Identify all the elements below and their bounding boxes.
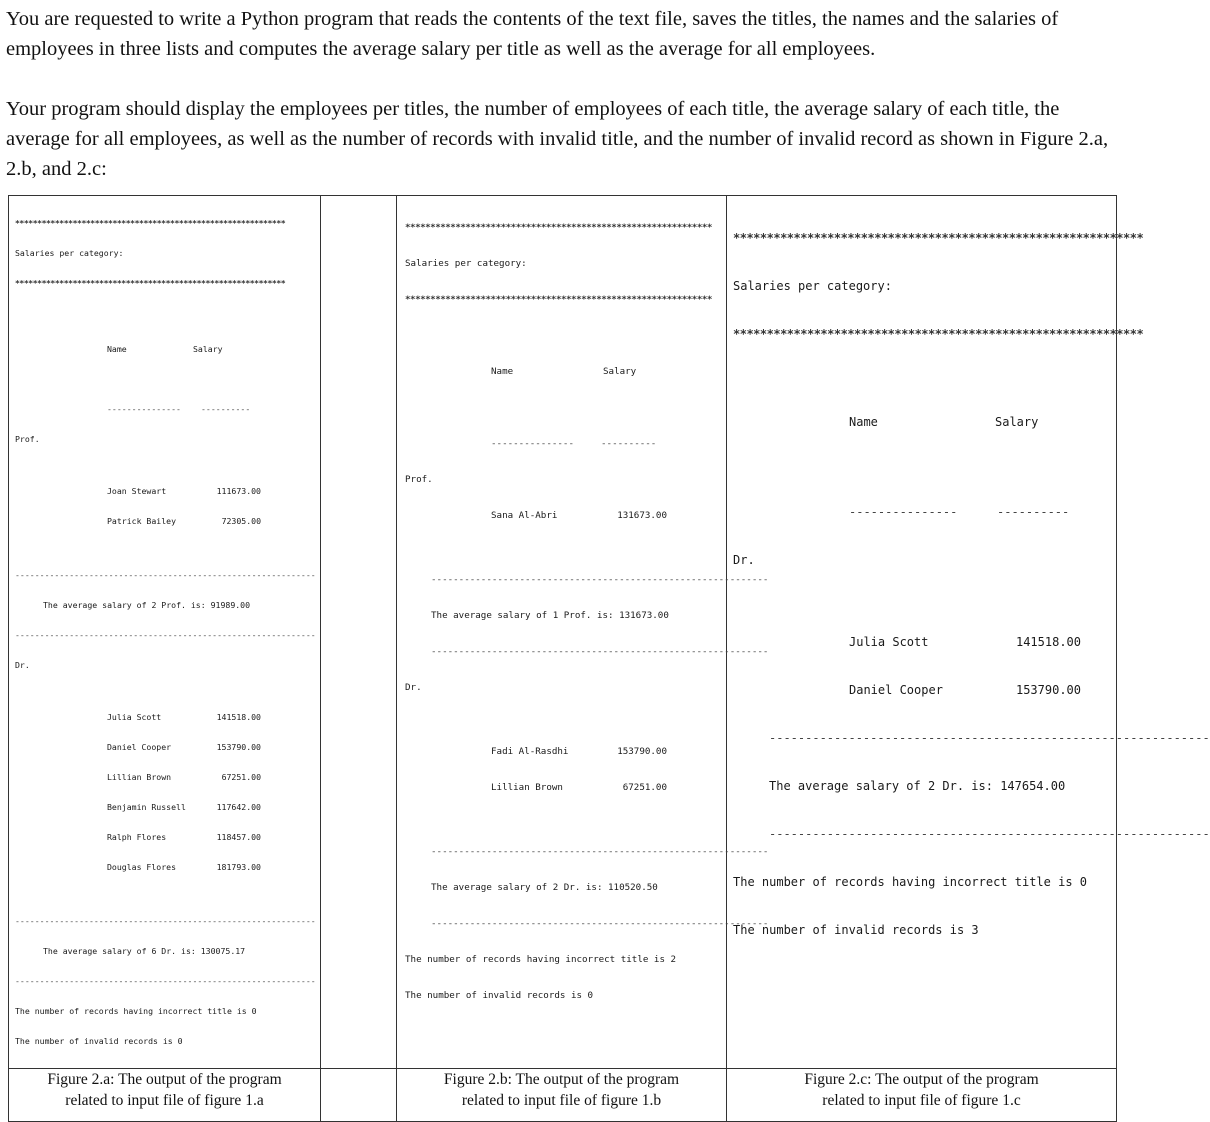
intro-paragraph-1: You are requested to write a Python program that reads the contents of the text file, saves the titles, the names and the salaries of employees in three lists and computes the average salary per title as well as the average for all employees. [6,8,1059,60]
employee-name: Ralph Flores [107,832,167,842]
employee-name: Fadi Al-Rasdhi [491,746,569,757]
table-row [15,486,314,496]
group-title: Dr. [15,660,30,670]
employee-name: Julia Scott [849,635,929,649]
caption-line-2: related to input file of figure 1.c [822,1092,1021,1109]
separator-line: ------------------------------------------------------------- [431,918,769,929]
employee-salary: 153790.00 [1015,683,1081,697]
figure-gap-cell [321,196,397,1069]
employee-salary: 153790.00 [617,746,667,757]
stars-line: ************************************************************* [405,294,712,305]
intro-paragraph-2: Your program should display the employees per titles, the number of employees of each title, the average salary of each title, the average for all employees, as well as the number of records with invalid title, and the number of invalid record as shown in Figure 2.a, 2.b, and 2.c: [6,98,1109,180]
employee-name: Julia Scott [107,712,162,722]
average-line: The average salary of 1 Prof. is: 131673.00 [431,610,669,621]
table-row [15,712,314,722]
separator-line: ------------------------------------------------------------- [431,846,769,857]
employee-salary: 118457.00 [216,832,261,842]
figure-c-output [727,196,1210,1069]
table-row [15,772,314,782]
invalid-records-count: The number of invalid records is 3 [733,923,979,937]
caption-line-2: related to input file of figure 1.b [461,1092,662,1109]
table-row [15,802,314,812]
column-headers [15,344,314,354]
invalid-records-count: The number of invalid records is 0 [15,1036,183,1046]
terminal-output-c [727,196,1210,972]
employee-salary: 117642.00 [216,802,261,812]
column-headers [405,366,718,378]
employee-salary: 67251.00 [221,772,261,782]
table-row [405,782,718,794]
salary-column-header: Salary [193,344,223,354]
salaries-header: Salaries per category: [405,258,527,269]
separator-line: ------------------------------------------------------------- [15,630,316,640]
group-title: Dr. [733,553,755,567]
employee-salary: 67251.00 [622,782,667,793]
table-row [15,832,314,842]
table-row [733,682,1110,698]
employee-name: Sana Al-Abri [491,510,558,521]
table-row [15,862,314,872]
employee-name: Lillian Brown [107,772,172,782]
table-row [405,746,718,758]
incorrect-title-count: The number of records having incorrect title is 0 [15,1006,257,1016]
separator-line: ------------------------------------------------------------- [15,916,316,926]
stars-line: ************************************************************* [733,327,1144,341]
name-column-header: Name [107,344,127,354]
employee-name: Daniel Cooper [107,742,172,752]
caption-gap-cell [321,1069,397,1122]
caption-line-1: Figure 2.b: The output of the program [443,1071,680,1088]
employee-salary: 141518.00 [216,712,261,722]
figure-a-output [9,196,321,1069]
figure-a-caption [9,1069,321,1122]
incorrect-title-count: The number of records having incorrect title is 2 [405,954,677,965]
stars-line: ************************************************************* [15,278,286,288]
table-row [733,634,1110,650]
terminal-output-a [9,196,320,1068]
separator-line: ------------------------------------------------------------- [769,731,1210,745]
separator-line: ------------------------------------------------------------- [431,574,769,585]
name-column-header: Name [491,366,514,377]
salary-column-header: Salary [995,415,1039,429]
name-column-header: Name [849,415,878,429]
employee-salary: 141518.00 [1015,635,1081,649]
employee-salary: 181793.00 [216,862,261,872]
salaries-header: Salaries per category: [15,248,124,258]
employee-name: Patrick Bailey [107,516,177,526]
salary-column-header: Salary [603,366,637,377]
employee-name: Joan Stewart [107,486,167,496]
average-line: The average salary of 2 Dr. is: 147654.00 [769,779,1066,793]
separator-line: ------------------------------------------------------------- [769,827,1210,841]
table-row [15,742,314,752]
average-line: The average salary of 2 Prof. is: 91989.00 [43,600,251,610]
incorrect-title-count: The number of records having incorrect title is 0 [733,875,1088,889]
column-underline: --------------- ---------- [849,505,1070,519]
employee-name: Douglas Flores [107,862,177,872]
column-underline: --------------- ---------- [107,404,251,414]
figures-table [8,195,1210,1122]
caption-line-1: Figure 2.a: The output of the program [47,1071,282,1088]
column-underline: --------------- ---------- [491,438,657,449]
average-line: The average salary of 2 Dr. is: 110520.50 [431,882,658,893]
table-row [405,510,718,522]
figure-b-output [397,196,769,1069]
group-title: Prof. [15,434,40,444]
employee-salary: 153790.00 [216,742,261,752]
employee-salary: 111673.00 [216,486,261,496]
group-title: Dr. [405,682,422,693]
stars-line: ************************************************************* [405,222,712,233]
table-row [15,516,314,526]
employee-salary: 72305.00 [221,516,261,526]
figure-b-caption [397,1069,727,1122]
employee-name: Benjamin Russell [107,802,186,812]
stars-line: ************************************************************* [733,231,1144,245]
stars-line: ************************************************************* [15,218,286,228]
column-headers [733,414,1110,430]
terminal-output-b [397,196,769,1028]
caption-line-1: Figure 2.c: The output of the program [804,1071,1039,1088]
salaries-header: Salaries per category: [733,279,892,293]
average-line: The average salary of 6 Dr. is: 130075.17 [43,946,246,956]
caption-line-2: related to input file of figure 1.a [65,1092,264,1109]
separator-line: ------------------------------------------------------------- [431,646,769,657]
invalid-records-count: The number of invalid records is 0 [405,990,594,1001]
separator-line: ------------------------------------------------------------- [15,570,316,580]
group-title: Prof. [405,474,433,485]
employee-name: Lillian Brown [491,782,563,793]
employee-name: Daniel Cooper [849,683,943,697]
figure-c-caption [727,1069,1117,1122]
employee-salary: 131673.00 [617,510,667,521]
separator-line: ------------------------------------------------------------- [15,976,316,986]
